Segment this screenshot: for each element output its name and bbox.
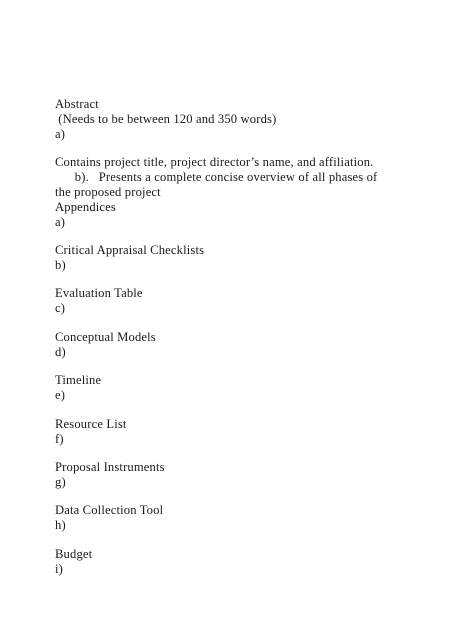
item-marker-i: i)	[55, 562, 63, 576]
item-marker-b: b)	[55, 258, 66, 272]
appendix-item-label: Conceptual Models	[55, 330, 156, 344]
appendix-item-label: Proposal Instruments	[55, 460, 165, 474]
appendix-item-label: Timeline	[55, 373, 102, 387]
appendix-item-label: Resource List	[55, 417, 127, 431]
abstract-word-requirement: (Needs to be between 120 and 350 words)	[55, 112, 277, 126]
item-marker-a: a)	[55, 127, 66, 141]
item-marker-h: h)	[55, 518, 66, 532]
item-marker-a: a)	[55, 215, 66, 229]
appendix-item-label: Data Collection Tool	[55, 503, 164, 517]
item-marker-d: d)	[55, 345, 66, 359]
item-marker-g: g)	[55, 475, 66, 489]
abstract-contents-text: Contains project title, project director’s name, and affiliation.	[55, 155, 374, 169]
abstract-heading: Abstract	[55, 97, 99, 111]
appendices-heading: Appendices	[55, 200, 116, 214]
appendix-item-label: Budget	[55, 547, 93, 561]
item-marker-e: e)	[55, 388, 66, 402]
appendix-item-label: Evaluation Table	[55, 286, 143, 300]
abstract-overview-text: b). Presents a complete concise overview of all phases of	[55, 170, 378, 184]
item-marker-c: c)	[55, 301, 66, 315]
item-marker-f: f)	[55, 432, 64, 446]
appendix-item-label: Critical Appraisal Checklists	[55, 243, 205, 257]
abstract-overview-continued: the proposed project	[55, 185, 161, 199]
